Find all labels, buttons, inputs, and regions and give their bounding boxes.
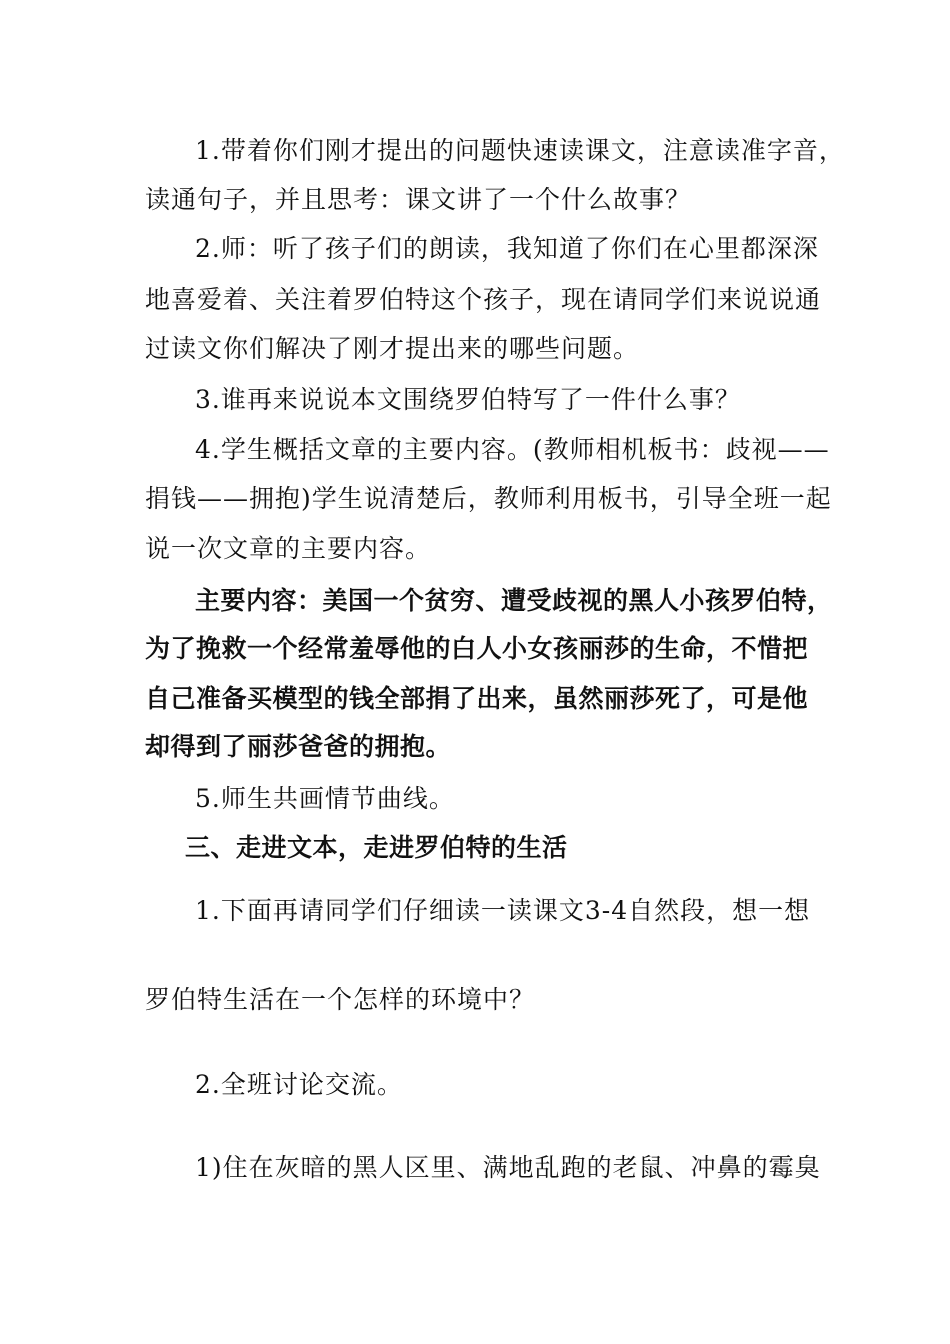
summary-line-2: 为了挽救一个经常羞辱他的白人小女孩丽莎的生命，不惜把 [145, 634, 809, 663]
section-3-paragraph-2-line-1: 2.全班讨论交流。 [195, 1070, 403, 1099]
paragraph-4-line-3: 说一次文章的主要内容。 [145, 534, 432, 563]
paragraph-5-line-1: 5.师生共画情节曲线。 [195, 784, 455, 813]
section-3-heading: 三、走进文本，走进罗伯特的生活 [185, 833, 568, 862]
paragraph-2-line-2: 地喜爱着、关注着罗伯特这个孩子，现在请同学们来说说通 [145, 285, 822, 314]
paragraph-4-line-2: 捐钱——拥抱)学生说清楚后，教师利用板书，引导全班一起 [145, 484, 832, 513]
paragraph-2-line-3: 过读文你们解决了刚才提出来的哪些问题。 [145, 334, 640, 363]
paragraph-2-line-1: 2.师：听了孩子们的朗读，我知道了你们在心里都深深 [195, 234, 819, 263]
paragraph-3-line-1: 3.谁再来说说本文围绕罗伯特写了一件什么事？ [195, 385, 741, 414]
paragraph-1-line-2: 读通句子，并且思考：课文讲了一个什么故事？ [145, 185, 692, 214]
paragraph-4-line-1: 4.学生概括文章的主要内容。(教师相机板书：歧视—— [195, 435, 830, 464]
section-3-paragraph-1-line-2: 罗伯特生活在一个怎样的环境中？ [145, 985, 536, 1014]
summary-line-4: 却得到了丽莎爸爸的拥抱。 [145, 732, 452, 761]
section-3-paragraph-3-line-1: 1)住在灰暗的黑人区里、满地乱跑的老鼠、冲鼻的霉臭 [195, 1153, 821, 1182]
summary-line-1: 主要内容：美国一个贫穷、遭受歧视的黑人小孩罗伯特， [195, 586, 833, 615]
paragraph-1-line-1: 1.带着你们刚才提出的问题快速读课文，注意读准字音， [195, 136, 845, 165]
summary-line-3: 自己准备买模型的钱全部捐了出来，虽然丽莎死了，可是他 [145, 684, 809, 713]
section-3-paragraph-1-line-1: 1.下面再请同学们仔细读一读课文3-4自然段，想一想 [195, 896, 811, 925]
